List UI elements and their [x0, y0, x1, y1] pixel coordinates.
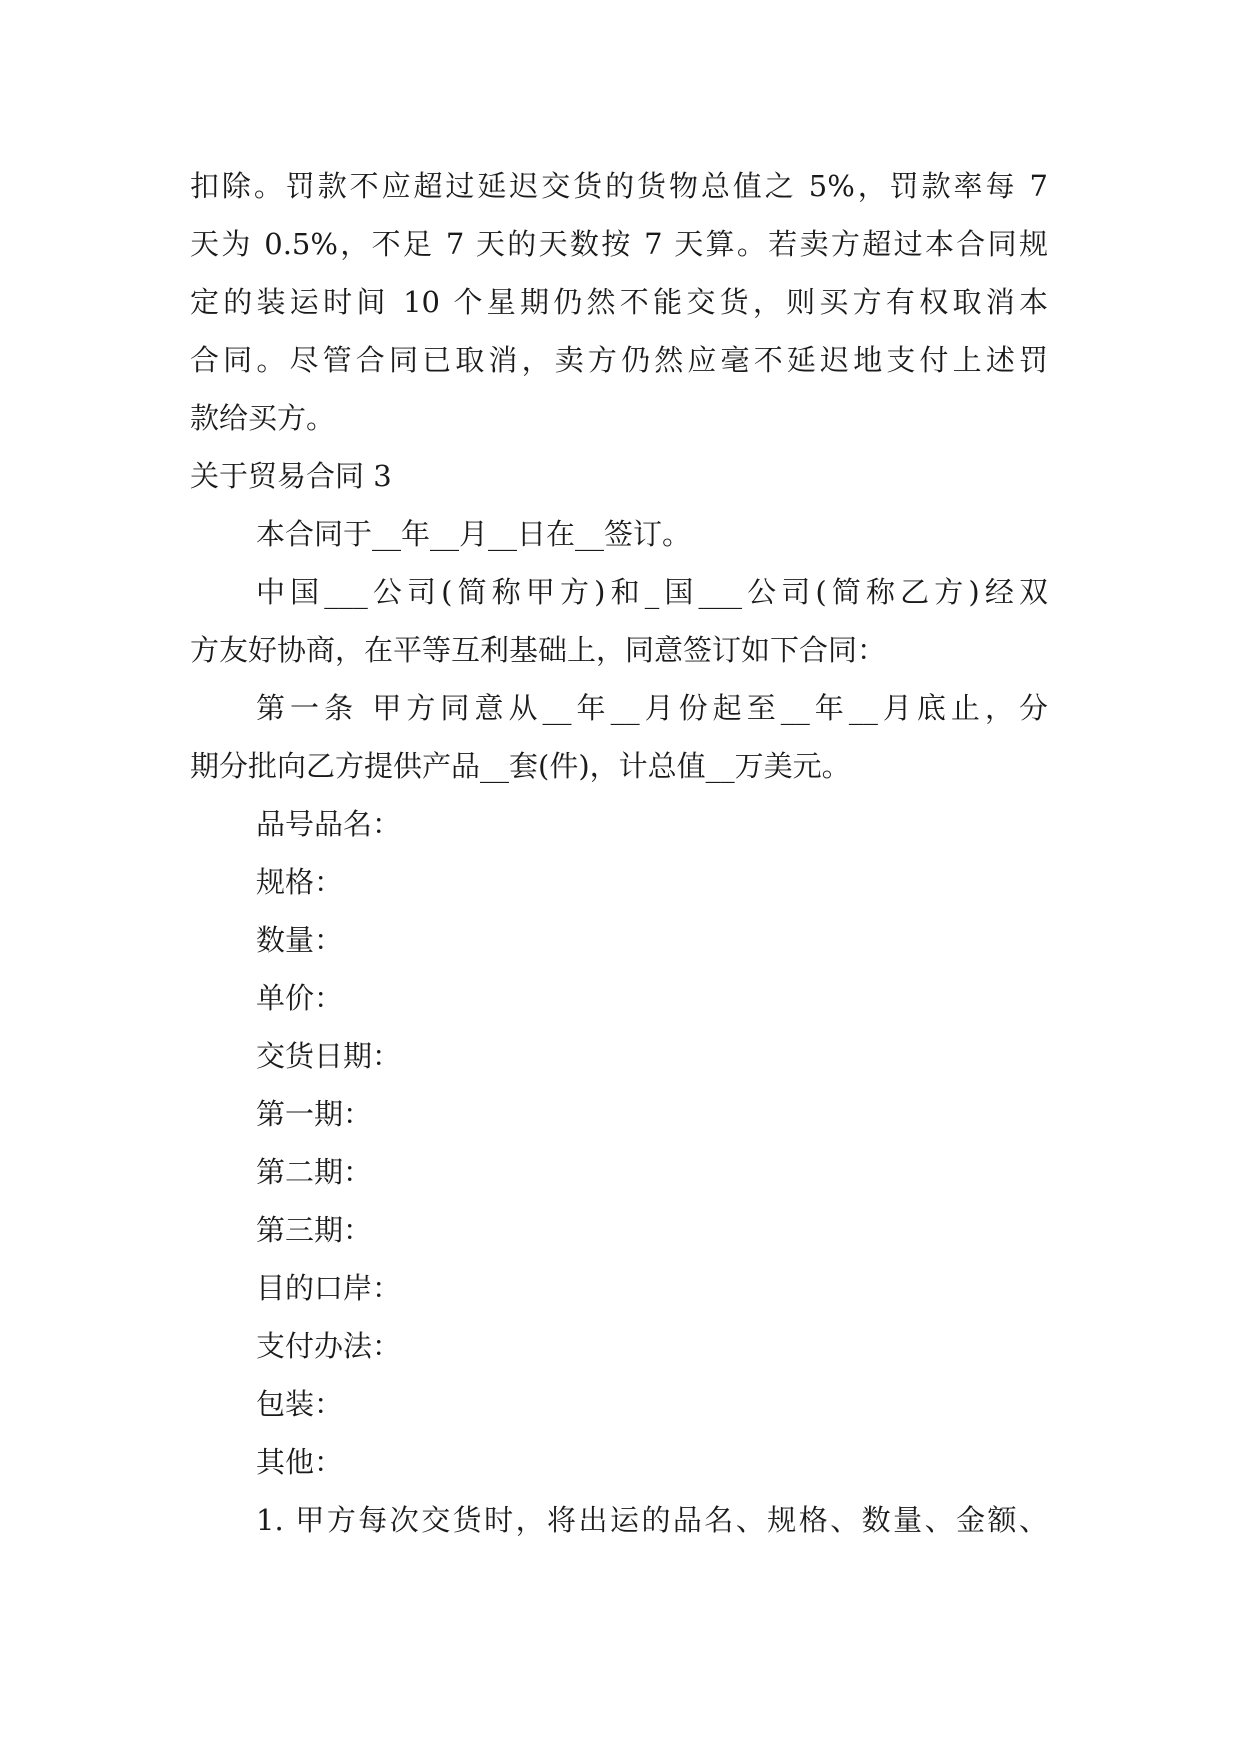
field-label: 交货日期： — [256, 1039, 402, 1073]
field-label: 其他： — [256, 1445, 344, 1479]
field-label: 品号品名： — [256, 807, 402, 841]
paragraph-line: 款给买方。 — [190, 401, 336, 435]
paragraph-line: 天为 0.5%，不足 7 天的天数按 7 天算。若卖方超过本合同规 — [190, 227, 1048, 261]
paragraph-line: 1. 甲方每次交货时，将出运的品名、规格、数量、金额、 — [256, 1503, 1048, 1537]
field-label: 规格： — [256, 865, 344, 899]
field-label: 包装： — [256, 1387, 344, 1421]
paragraph-line: 本合同于__年__月__日在__签订。 — [256, 517, 692, 551]
paragraph-line: 第一条 甲方同意从__年__月份起至__年__月底止，分 — [256, 691, 1048, 725]
paragraph-line: 方友好协商，在平等互利基础上，同意签订如下合同： — [190, 633, 887, 667]
section-heading: 关于贸易合同 3 — [190, 459, 392, 493]
field-label: 第二期： — [256, 1155, 373, 1189]
field-label: 支付办法： — [256, 1329, 402, 1363]
field-label: 第一期： — [256, 1097, 373, 1131]
field-label: 数量： — [256, 923, 344, 957]
paragraph-line: 中国___公司(简称甲方)和_国___公司(简称乙方)经双 — [256, 575, 1048, 609]
paragraph-line: 定的装运时间 10 个星期仍然不能交货，则买方有权取消本 — [190, 285, 1048, 319]
field-label: 单价： — [256, 981, 344, 1015]
paragraph-line: 扣除。罚款不应超过延迟交货的货物总值之 5%，罚款率每 7 — [190, 169, 1048, 203]
field-label: 第三期： — [256, 1213, 373, 1247]
paragraph-line: 合同。尽管合同已取消，卖方仍然应毫不延迟地支付上述罚 — [190, 343, 1048, 377]
paragraph-line: 期分批向乙方提供产品__套(件)，计总值__万美元。 — [190, 749, 851, 783]
field-label: 目的口岸： — [256, 1271, 402, 1305]
